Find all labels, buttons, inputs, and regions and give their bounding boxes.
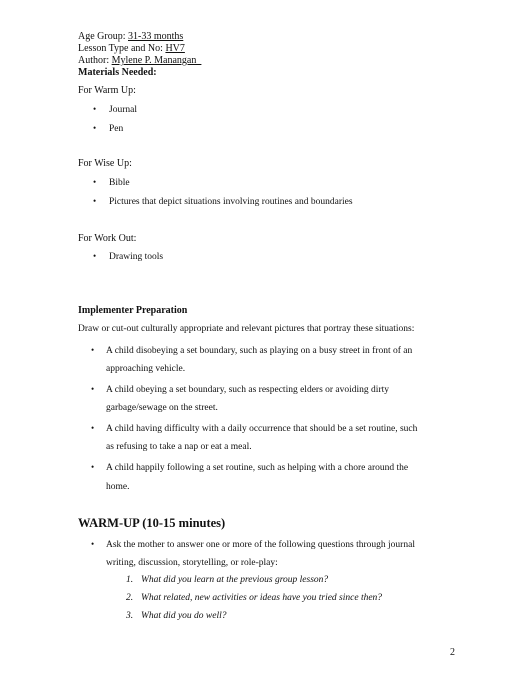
author-line [78,55,201,67]
bullet-icon: • [91,539,95,549]
bullet-icon: • [93,177,97,187]
age-group-label: Age Group: [78,31,126,42]
question-number: 2. [126,593,134,603]
warmup-item-line: writing, discussion, storytelling, or role-play: [106,558,278,568]
question-text: What did you learn at the previous group lesson? [141,575,329,585]
author-label: Author: [78,55,110,66]
bullet-icon: • [91,384,95,394]
implementer-item-line: A child obeying a set boundary, such as respecting elders or avoiding dirty [106,385,389,395]
lesson-label: Lesson Type and No: [78,43,163,54]
bullet-icon: • [93,104,97,114]
question-number: 1. [126,575,134,585]
age-group-line [78,31,183,43]
material-item: Drawing tools [109,252,164,262]
age-group-value: 31-33 months [128,31,184,42]
warmup-title: WARM-UP (10-15 minutes) [78,516,226,530]
question-text: What related, new activities or ideas have you tried since then? [141,593,383,603]
implementer-item-line: A child happily following a set routine, such as helping with a chore around the [106,463,409,473]
material-item: Bible [109,178,130,188]
bullet-icon: • [91,423,95,433]
page-number: 2 [450,647,455,658]
warm-up-label: For Warm Up: [78,85,136,96]
bullet-icon: • [93,196,97,206]
implementer-item-line: approaching vehicle. [106,364,186,374]
material-item: Journal [109,105,137,115]
implementer-item-line: as refusing to take a nap or eat a meal. [106,442,252,452]
warmup-item-line: Ask the mother to answer one or more of the following questions through journal [106,540,415,550]
implementer-item-line: garbage/sewage on the street. [106,403,218,413]
question-number: 3. [126,611,134,621]
lesson-value: HV7 [165,43,185,54]
bullet-icon: • [93,251,97,261]
materials-title: Materials Needed: [78,67,157,78]
bullet-icon: • [91,345,95,355]
wise-up-label: For Wise Up: [78,158,132,169]
implementer-title: Implementer Preparation [78,305,188,316]
material-item: Pen [109,124,124,134]
implementer-item-line: A child having difficulty with a daily occurrence that should be a set routine, such [106,424,418,434]
material-item: Pictures that depict situations involving routines and boundaries [109,197,353,207]
implementer-intro: Draw or cut-out culturally appropriate and relevant pictures that portray these situations: [78,324,415,334]
question-text: What did you do well? [141,611,227,621]
lesson-line [78,43,185,55]
bullet-icon: • [91,462,95,472]
implementer-item-line: home. [106,482,130,492]
bullet-icon: • [93,123,97,133]
work-out-label: For Work Out: [78,233,137,244]
implementer-item-line: A child disobeying a set boundary, such as playing on a busy street in front of an [106,346,413,356]
author-value: Mylene P. Manangan_ [111,55,202,66]
